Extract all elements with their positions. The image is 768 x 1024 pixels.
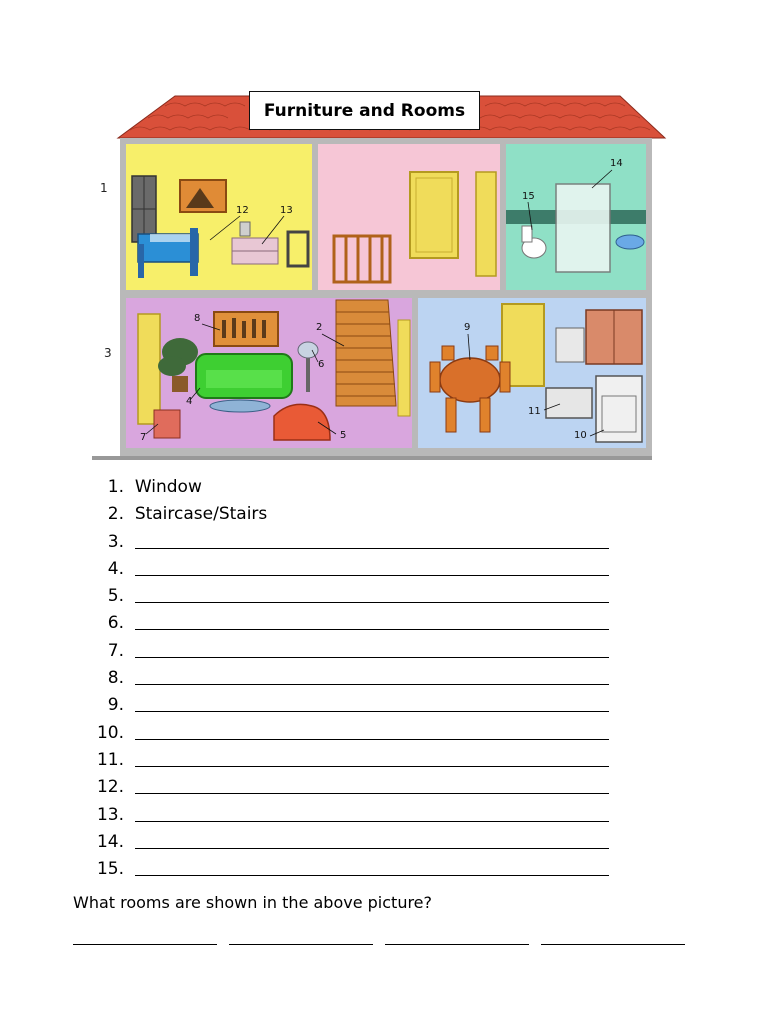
picture-number-8: 8 bbox=[194, 313, 201, 324]
picture-number-4: 4 bbox=[186, 396, 193, 407]
list-item bbox=[92, 720, 609, 747]
answer-blank[interactable] bbox=[135, 530, 609, 549]
list-item bbox=[92, 774, 609, 801]
item-number: 1. bbox=[107, 477, 124, 497]
answer-blank[interactable] bbox=[135, 748, 609, 767]
answer-blank[interactable] bbox=[135, 611, 609, 630]
room-answer-blank-2[interactable] bbox=[229, 944, 373, 945]
list-item bbox=[92, 529, 609, 556]
list-item bbox=[92, 802, 609, 829]
item-number: 9. bbox=[107, 695, 124, 716]
picture-number-7: 7 bbox=[140, 432, 147, 443]
picture-number-10: 10 bbox=[574, 430, 587, 441]
list-item bbox=[92, 747, 609, 774]
picture-number-14: 14 bbox=[610, 158, 623, 169]
answer-blank[interactable] bbox=[135, 830, 609, 849]
item-number: 13. bbox=[96, 804, 124, 825]
rooms-question: What rooms are shown in the above picture? bbox=[73, 893, 433, 912]
item-answer: Staircase/Stairs bbox=[134, 504, 268, 525]
answer-blank[interactable] bbox=[135, 557, 609, 576]
living-door bbox=[138, 314, 160, 424]
staircase bbox=[336, 300, 396, 406]
answer-blank[interactable] bbox=[135, 666, 609, 685]
answer-blank[interactable] bbox=[135, 803, 609, 822]
item-number: 14. bbox=[96, 831, 124, 852]
floor-label-upper: 1 bbox=[100, 181, 108, 195]
item-number: 12. bbox=[96, 777, 124, 798]
answer-blank[interactable] bbox=[135, 775, 609, 794]
picture-number-2: 2 bbox=[316, 322, 323, 333]
list-item bbox=[92, 829, 609, 856]
floor-lamp bbox=[306, 356, 310, 392]
floor-label-lower: 3 bbox=[104, 346, 112, 360]
list-item bbox=[92, 501, 609, 528]
answer-blank[interactable] bbox=[135, 584, 609, 603]
item-answer: Window bbox=[134, 477, 202, 497]
worksheet-title: Furniture and Rooms bbox=[249, 91, 480, 130]
room-answer-blank-1[interactable] bbox=[73, 944, 217, 945]
list-item bbox=[92, 610, 609, 637]
item-number: 4. bbox=[107, 558, 124, 579]
list-item bbox=[92, 692, 609, 719]
item-number: 6. bbox=[107, 613, 124, 634]
item-number: 10. bbox=[96, 722, 124, 743]
answer-blank[interactable] bbox=[135, 693, 609, 712]
room-answer-blank-3[interactable] bbox=[385, 944, 529, 945]
sink bbox=[616, 235, 644, 249]
answer-blank[interactable] bbox=[135, 857, 609, 876]
stair-door bbox=[398, 320, 410, 416]
list-item bbox=[92, 856, 609, 883]
side-door bbox=[476, 172, 496, 276]
picture-number-11: 11 bbox=[528, 406, 541, 417]
item-number: 5. bbox=[107, 586, 124, 607]
shower bbox=[556, 184, 610, 272]
room-answer-blank-4[interactable] bbox=[541, 944, 685, 945]
list-item bbox=[92, 638, 609, 665]
microwave bbox=[556, 328, 584, 362]
picture-number-5: 5 bbox=[340, 430, 347, 441]
answer-blank[interactable] bbox=[135, 639, 609, 658]
item-number: 11. bbox=[96, 749, 124, 770]
ground bbox=[92, 456, 652, 460]
picture-number-6: 6 bbox=[318, 359, 325, 370]
dishwasher bbox=[546, 388, 592, 418]
hall-door bbox=[410, 172, 458, 258]
item-number: 15. bbox=[96, 859, 124, 880]
answer-blank[interactable] bbox=[135, 721, 609, 740]
dining-table bbox=[440, 358, 500, 402]
list-item bbox=[92, 474, 609, 501]
list-item bbox=[92, 583, 609, 610]
vocabulary-list bbox=[92, 474, 609, 883]
lamp bbox=[240, 222, 250, 236]
house-illustration bbox=[0, 0, 768, 470]
picture-number-9: 9 bbox=[464, 322, 471, 333]
picture-number-15: 15 bbox=[522, 191, 535, 202]
item-number: 7. bbox=[107, 640, 124, 661]
list-item bbox=[92, 556, 609, 583]
list-item bbox=[92, 665, 609, 692]
coffee-table bbox=[210, 400, 270, 412]
picture-number-13: 13 bbox=[280, 205, 293, 216]
item-number: 8. bbox=[107, 668, 124, 689]
item-number: 2. bbox=[107, 504, 124, 525]
item-number: 3. bbox=[107, 531, 124, 552]
picture-number-12: 12 bbox=[236, 205, 249, 216]
